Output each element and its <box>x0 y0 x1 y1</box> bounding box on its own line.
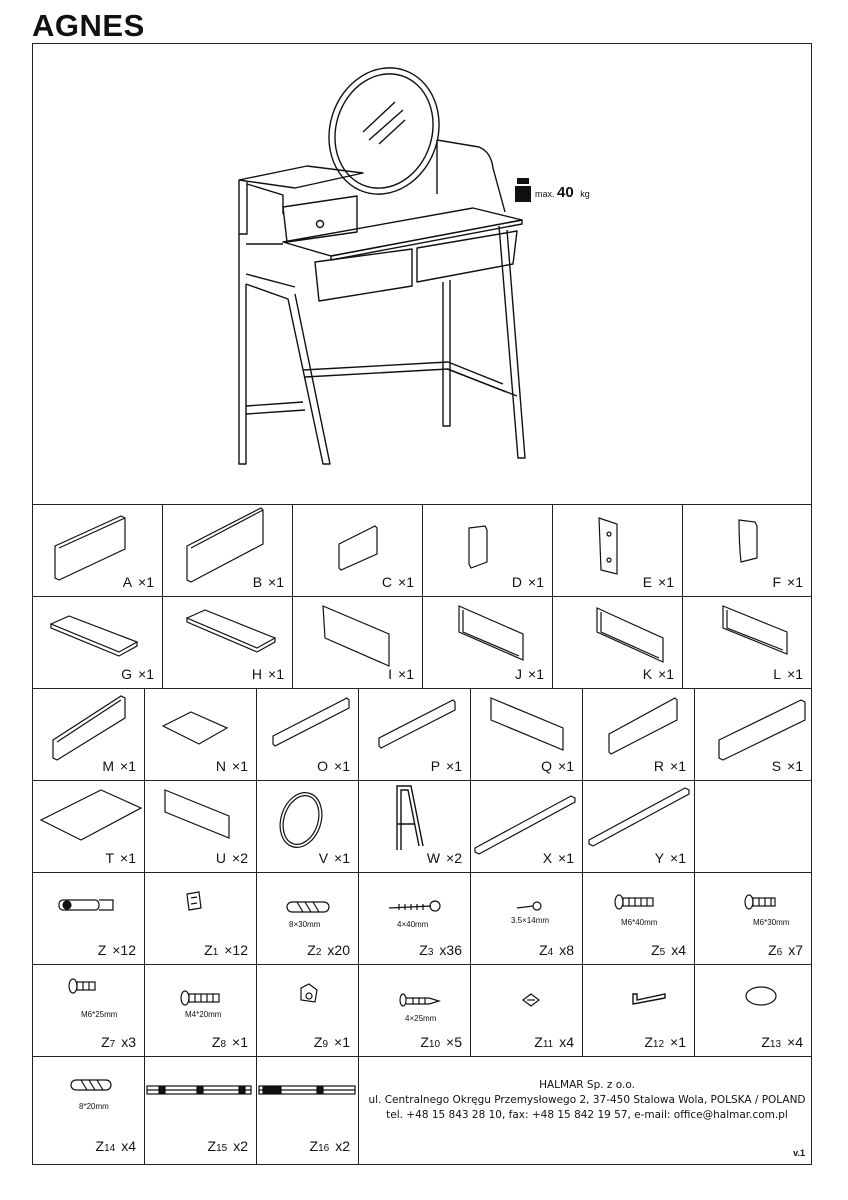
part-label: B ×1 <box>252 574 284 590</box>
part-label: S ×1 <box>771 758 803 774</box>
hardware-cell-Z7: M6*25mm Z7 x3 <box>33 964 145 1056</box>
part-cell-N <box>145 688 257 780</box>
hardware-label: Z4 x8 <box>539 942 574 958</box>
part-label: J ×1 <box>515 666 544 682</box>
part-label: V ×1 <box>318 850 350 866</box>
hardware-cell-Z2: 8×30mm Z2 x20 <box>257 872 359 964</box>
company-contact: tel. +48 15 843 28 10, fax: +48 15 842 19 57, e-mail: office@halmar.com.pl <box>386 1109 788 1121</box>
parts-row-1 <box>33 504 811 597</box>
part-cell-P <box>359 688 471 780</box>
part-label: G ×1 <box>121 666 154 682</box>
part-cell-G <box>33 596 163 688</box>
instruction-sheet <box>32 43 812 1165</box>
part-label: K ×1 <box>642 666 674 682</box>
parts-row-2 <box>33 596 811 689</box>
hardware-label: Z5 x4 <box>651 942 686 958</box>
hardware-cell-Z13 <box>695 964 811 1056</box>
part-cell-S <box>695 688 811 780</box>
part-cell-A <box>33 504 163 596</box>
part-cell-E <box>553 504 683 596</box>
hardware-cell-Z14: 8*20mm Z14 x4 <box>33 1056 145 1164</box>
part-cell-O <box>257 688 359 780</box>
hardware-label: Z3 x36 <box>419 942 462 958</box>
hardware-label: Z14 x4 <box>95 1138 136 1154</box>
company-info <box>363 1078 811 1123</box>
hardware-cell-Z11 <box>471 964 583 1056</box>
part-cell-C <box>293 504 423 596</box>
part-label: X ×1 <box>542 850 574 866</box>
part-label: H ×1 <box>251 666 284 682</box>
product-title: AGNES <box>32 8 145 43</box>
hardware-label: Z10 ×5 <box>420 1034 462 1050</box>
parts-row-4 <box>33 780 811 873</box>
part-cell-R <box>583 688 695 780</box>
hardware-cell-Z5: M6*40mm Z5 x4 <box>583 872 695 964</box>
parts-row-3 <box>33 688 811 781</box>
company-name: HALMAR Sp. z o.o. <box>539 1079 635 1091</box>
part-cell-I <box>293 596 423 688</box>
hardware-cell-Z9 <box>257 964 359 1056</box>
part-label: M ×1 <box>102 758 136 774</box>
part-label: T ×1 <box>105 850 136 866</box>
part-cell-D <box>423 504 553 596</box>
hardware-row-1 <box>33 872 811 965</box>
hardware-label: Z13 ×4 <box>761 1034 803 1050</box>
part-label: P ×1 <box>430 758 462 774</box>
part-cell-V <box>257 780 359 872</box>
hardware-cell-Z3: 4×40mm Z3 x36 <box>359 872 471 964</box>
hardware-cell-Z16 <box>257 1056 359 1164</box>
part-cell-M <box>33 688 145 780</box>
hardware-label: Z16 x2 <box>309 1138 350 1154</box>
hardware-cell-Z <box>33 872 145 964</box>
part-label: U ×2 <box>215 850 248 866</box>
hardware-label: Z11 x4 <box>534 1034 574 1050</box>
part-cell-Y <box>583 780 695 872</box>
hardware-cell-Z10: 4×25mm Z10 ×5 <box>359 964 471 1056</box>
hardware-label: Z15 x2 <box>207 1138 248 1154</box>
part-label: Y ×1 <box>654 850 686 866</box>
weight-icon <box>515 178 531 202</box>
hardware-row-2 <box>33 964 811 1057</box>
part-cell-W <box>359 780 471 872</box>
part-label: D ×1 <box>511 574 544 590</box>
hardware-label: Z ×12 <box>97 942 136 958</box>
part-cell-J <box>423 596 553 688</box>
part-label: F ×1 <box>772 574 803 590</box>
part-label: A ×1 <box>122 574 154 590</box>
hardware-label: Z7 x3 <box>101 1034 136 1050</box>
part-cell-F <box>683 504 811 596</box>
part-label: W ×2 <box>426 850 462 866</box>
part-cell-K <box>553 596 683 688</box>
hardware-label: Z9 ×1 <box>313 1034 350 1050</box>
part-label: I ×1 <box>388 666 414 682</box>
hardware-cell-Z12 <box>583 964 695 1056</box>
hardware-cell-Z4: 3.5×14mm Z4 x8 <box>471 872 583 964</box>
hardware-cell-Z6: M6*30mm Z6 x7 <box>695 872 811 964</box>
company-address: ul. Centralnego Okręgu Przemysłowego 2, 37-450 Stalowa Wola, POLSKA / POLAND <box>368 1094 806 1106</box>
part-cell-B <box>163 504 293 596</box>
part-cell-X <box>471 780 583 872</box>
part-cell-T <box>33 780 145 872</box>
hardware-label: Z12 ×1 <box>644 1034 686 1050</box>
hardware-cell-Z15 <box>145 1056 257 1164</box>
part-cell-L <box>683 596 811 688</box>
version-label: v.1 <box>793 1148 805 1158</box>
part-label: Q ×1 <box>541 758 574 774</box>
hardware-cell-Z1 <box>145 872 257 964</box>
part-label: N ×1 <box>215 758 248 774</box>
hardware-label: Z8 ×1 <box>211 1034 248 1050</box>
empty-cell <box>695 780 811 872</box>
part-label: R ×1 <box>653 758 686 774</box>
vanity-table-drawing <box>33 44 811 504</box>
part-cell-Q <box>471 688 583 780</box>
part-label: C ×1 <box>381 574 414 590</box>
part-label: O ×1 <box>317 758 350 774</box>
hardware-label: Z1 ×12 <box>204 942 248 958</box>
max-load-label: max. 40 kg <box>535 184 590 201</box>
part-label: L ×1 <box>773 666 803 682</box>
part-label: E ×1 <box>642 574 674 590</box>
part-cell-H <box>163 596 293 688</box>
hardware-label: Z2 x20 <box>307 942 350 958</box>
hardware-row-3 <box>33 1056 811 1164</box>
hardware-cell-Z8: M4*20mm Z8 ×1 <box>145 964 257 1056</box>
product-illustration <box>33 44 811 505</box>
hardware-label: Z6 x7 <box>768 942 803 958</box>
part-cell-U <box>145 780 257 872</box>
